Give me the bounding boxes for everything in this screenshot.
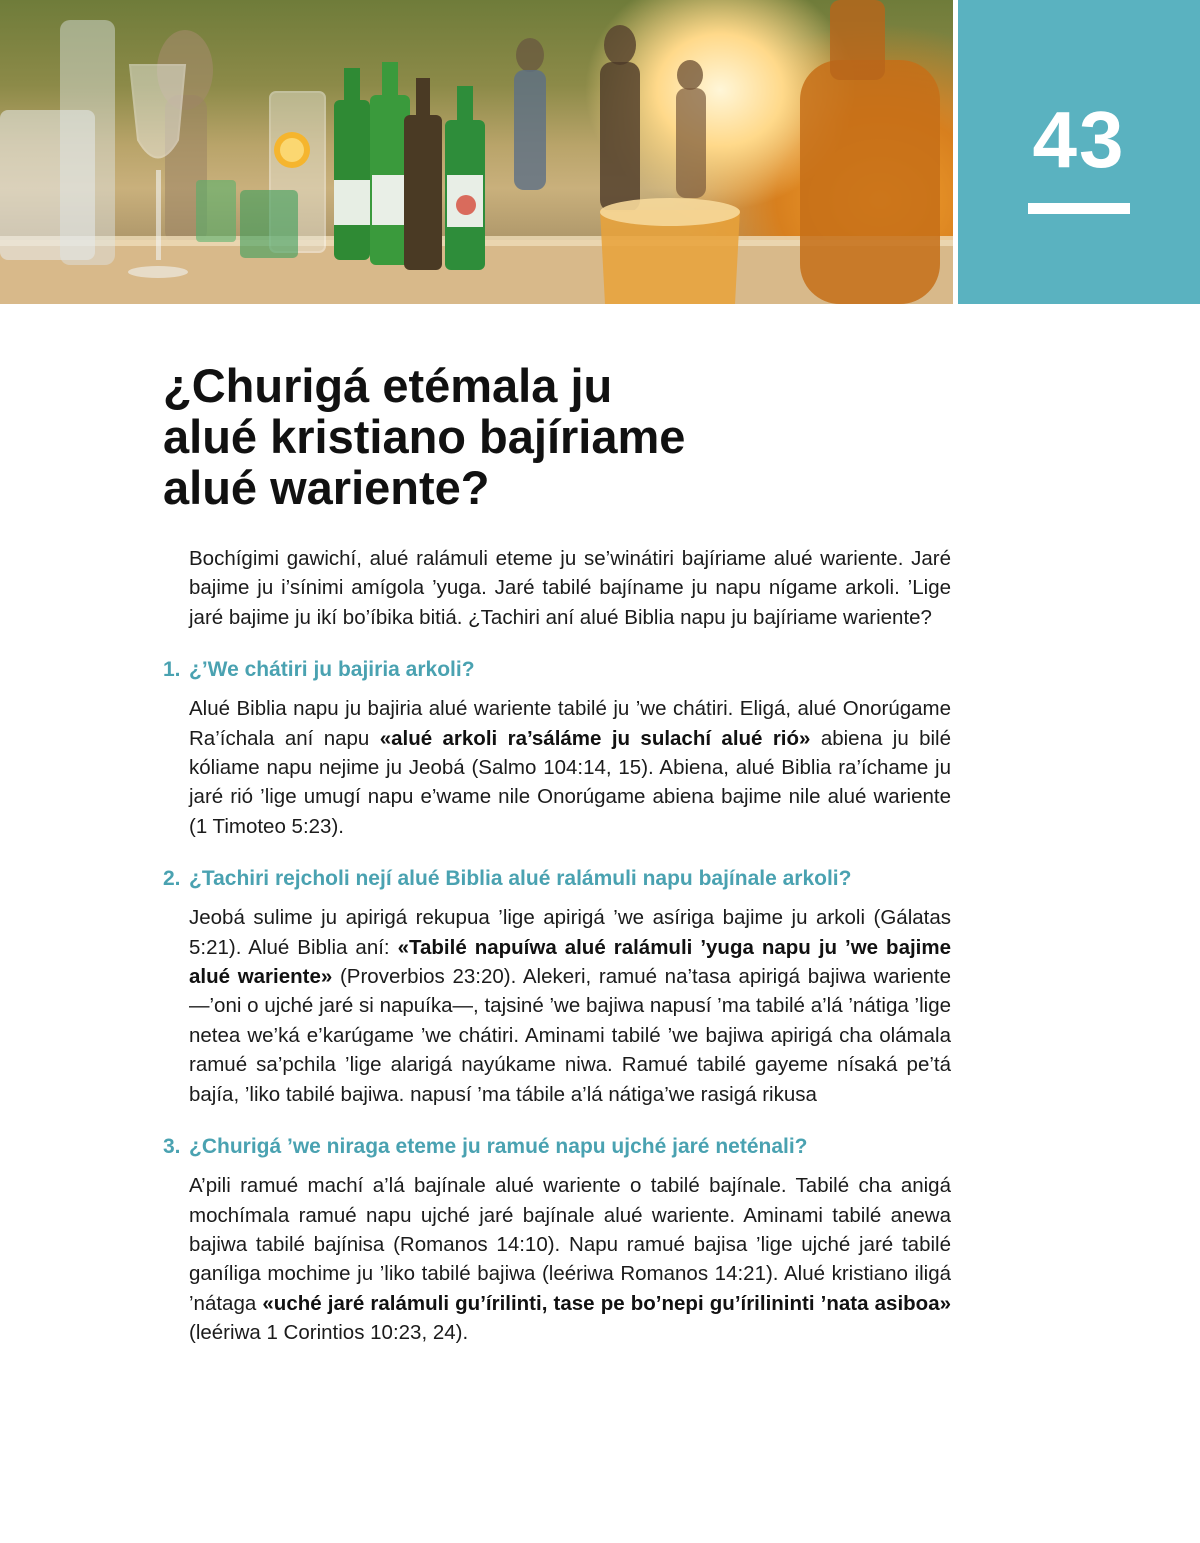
answer-text: abiena ju bilé kóliame napu nejime ju Jeobá (Salmo 104:14, 15). Abiena, alué Biblia ra’íchame ju jaré rió ’lige umugí napu e’wame nile Onorúgame abiena bajime nile alué wariente (1 Timoteo 5:23). (189, 726, 952, 838)
title-line-1: ¿Churigá etémala ju (163, 359, 613, 412)
answer-1 (189, 694, 951, 841)
page-title (163, 360, 863, 513)
answer-text: Jeobá sulime ju apirigá rekupua ’lige apirigá ’we asíriga bajime ju arkoli (Gálatas 5:21). Alué Biblia aní: (189, 906, 951, 959)
question-text: ¿Churigá ’we niraga eteme ju ramué napu ujché jaré neténali? (189, 1135, 808, 1159)
answer-text: (Proverbios 23:20). Alekeri, ramué na’tasa apirigá bajiwa wariente —’oni o ujché jaré si napuíka—, tajsiné ’we bajiwa napusí ’ma tabilé a’lá ’nátiga ’lige netea we’ká e’karúgame ’we chátiri. Aminami tabilé ’we bajiwa apirigá cha olámala ramué sa’pchila ’lige alarigá nayúkame niwa. Ramué tabilé gayeme nísaká pe’tá bajía, ’liko tabilé bajiwa. napusí ’ma tábile a’lá nátiga’we rasigá rikusa (189, 965, 951, 1106)
party-drinks-illustration (0, 0, 953, 304)
answer-text: A’pili ramué machí a’lá bajínale alué wariente o tabilé bajínale. Tabilé cha anigá mochímala ramué napu ujché jaré bajínale alué wariente. Aminami tabilé anewa bajiwa tabilé bajínisa (Romanos 14:10). Napu ramué bajisa ’lige ujché jaré tabilé ganíliga mochime ju ’liko tabilé bajiwa (leériwa Romanos 14:21). Alué kristiano iligá ’nátaga (189, 1174, 951, 1315)
bible-quote: «alué arkoli ra’sáláme ju sulachí alué rió» (379, 726, 811, 750)
lesson-number-badge (958, 0, 1200, 304)
answer-text: (leériwa 1 Corintios 10:23, 24). (189, 1321, 469, 1345)
question-2 (163, 865, 951, 893)
question-3 (163, 1133, 951, 1161)
question-number: 2. (163, 867, 181, 891)
question-text: ¿’We chátiri ju bajiria arkoli? (189, 658, 475, 682)
answer-3 (189, 1171, 951, 1347)
question-text: ¿Tachiri rejcholi nejí alué Biblia alué ralámuli napu bajínale arkoli? (189, 867, 852, 891)
badge-underline (1028, 203, 1130, 214)
title-line-3: alué wariente? (163, 461, 490, 514)
bible-quote: «Tabilé napuíwa alué ralámuli ’yuga napu ju ’we bajime alué wariente» (189, 935, 951, 989)
question-number: 1. (163, 658, 181, 682)
answer-text: Alué Biblia napu ju bajiria alué wariente tabilé ju ’we chátiri. Eligá, alué Onorúgame Ra’íchala aní napu (189, 697, 951, 750)
question-number: 3. (163, 1135, 181, 1159)
article-body (163, 544, 951, 1348)
title-line-2: alué kristiano bajíriame (163, 410, 686, 463)
answer-2 (189, 903, 951, 1109)
bible-quote: «uché jaré ralámuli gu’írilinti, tase pe bo’nepi gu’írilininti ’nata asiboa» (262, 1291, 951, 1315)
intro-paragraph: Bochígimi gawichí, alué ralámuli eteme ju se’winátiri bajíriame alué wariente. Jaré bajime ju i’sínimi amígola ’yuga. Jaré tabilé bajíname ju napu nígame arkoli. ’Lige jaré bajime ju ikí bo’íbika bitiá. ¿Tachiri aní alué Biblia napu ju bajíriame wariente? (189, 547, 951, 629)
hero-image (0, 0, 953, 304)
lesson-number: 43 (1032, 95, 1126, 184)
question-1 (163, 656, 951, 684)
